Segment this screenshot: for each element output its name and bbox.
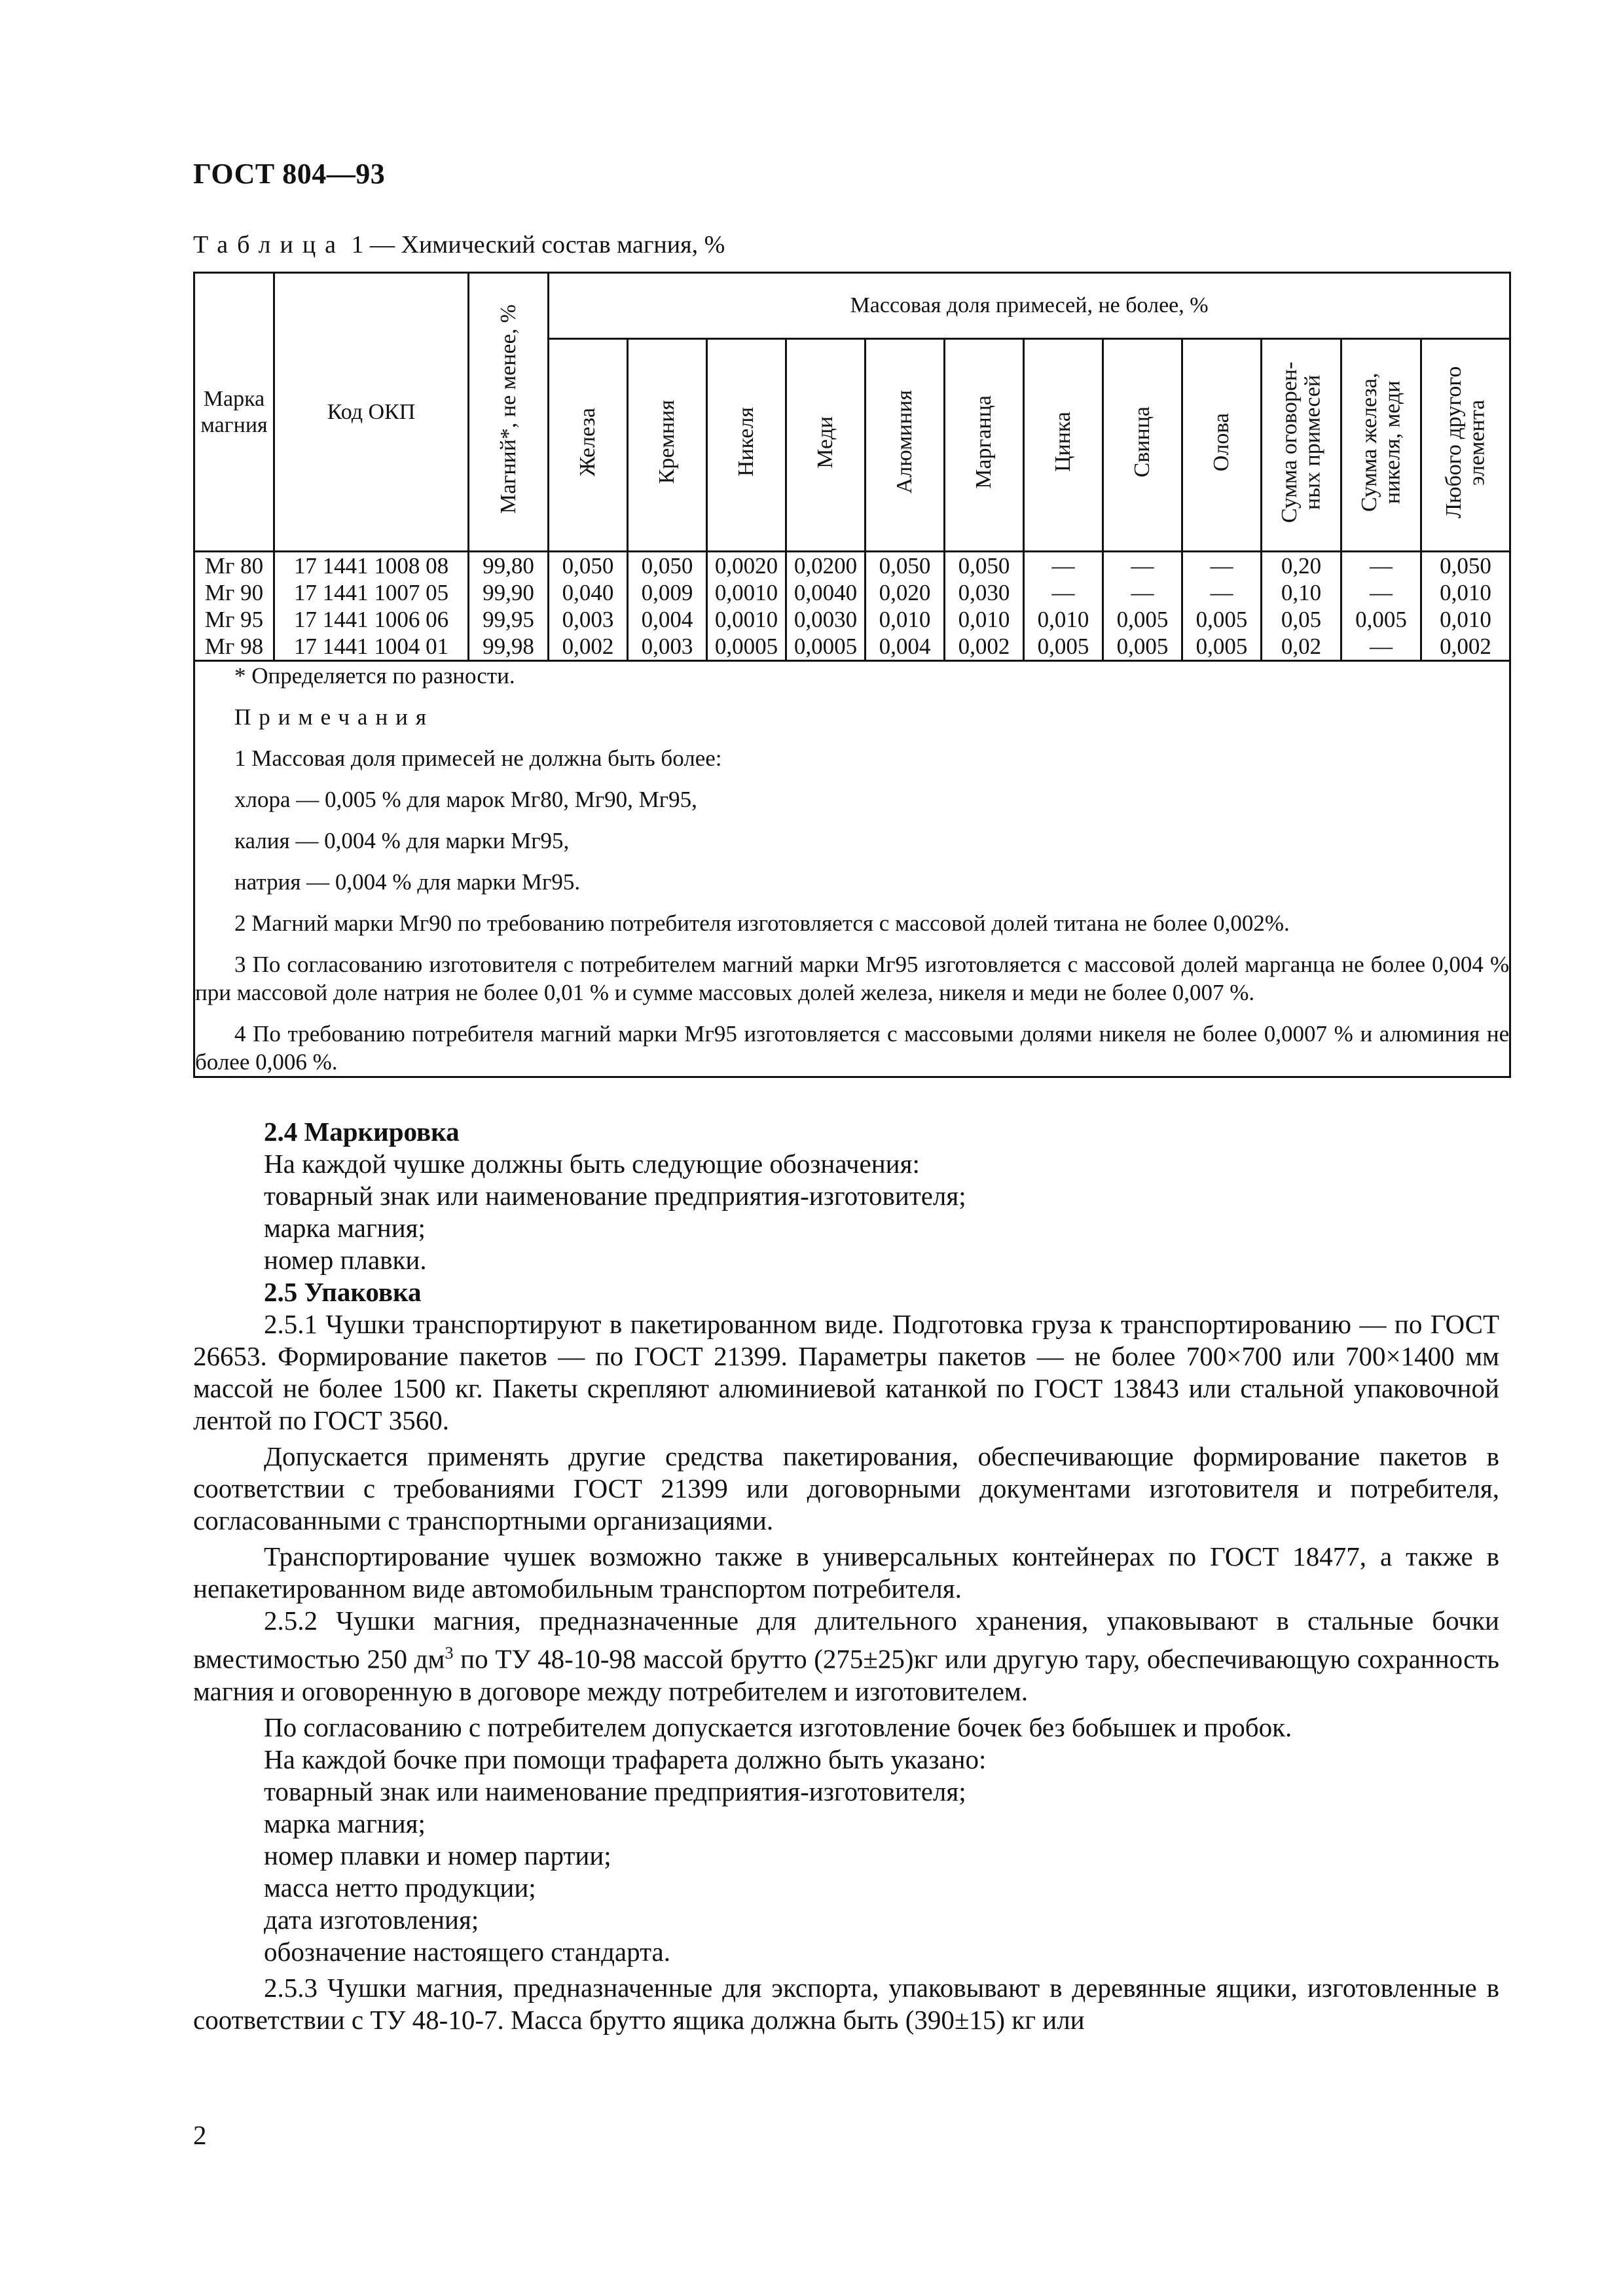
table-cell: 0,030 bbox=[958, 580, 1010, 605]
list-item: обозначение настоящего стандарта. bbox=[264, 1936, 670, 1967]
column-manganese bbox=[945, 552, 1024, 661]
note-1-sodium: натрия — 0,004 % для марки Мг95. bbox=[234, 869, 581, 895]
header-sum-specified-label: Сумма оговорен-ных примесей bbox=[1277, 361, 1325, 523]
table-cell: 0,0040 bbox=[793, 580, 858, 605]
table-cell: — bbox=[1370, 634, 1393, 659]
column-silicon bbox=[628, 552, 707, 661]
table-cell: 0,05 bbox=[1281, 607, 1322, 632]
table-header-row-1 bbox=[194, 273, 1510, 339]
table-cell: 0,0005 bbox=[793, 634, 858, 659]
table-cell: 0,020 bbox=[879, 580, 931, 605]
table-cell: 0,050 bbox=[1440, 553, 1491, 579]
table-cell: 0,02 bbox=[1281, 634, 1322, 659]
header-tin-label: Олова bbox=[1209, 412, 1234, 472]
list-item: номер плавки. bbox=[264, 1245, 427, 1275]
section-2-4-intro: На каждой чушке должны быть следующие обозначения: bbox=[264, 1149, 920, 1179]
note-1-potassium: калия — 0,004 % для марки Мг95, bbox=[234, 828, 570, 853]
paragraph-packaging-alt: Допускается применять другие средства пакетирования, обеспечивающие формирование пакетов в соответствии с требованиями ГОСТ 21399 или договорными документами изготовителя и потребителя, согласованными с транспортными организациями. bbox=[193, 1441, 1499, 1535]
table-cell: 0,004 bbox=[641, 607, 693, 632]
column-copper bbox=[786, 552, 866, 661]
header-silicon bbox=[628, 339, 707, 552]
list-item: дата изготовления; bbox=[264, 1904, 479, 1935]
paragraph-2-5-1: 2.5.1 Чушки транспортируют в пакетированном виде. Подготовка груза к транспортированию — по ГОСТ 26653. Формирование пакетов — по ГОСТ 21399. Параметры пакетов — не более 700×700 или 700×1400 мм массой не более 1500 кг. Пакеты скрепляют алюминиевой катанкой по ГОСТ 13843 или стальной упаковочной лентой по ГОСТ 3560. bbox=[193, 1309, 1499, 1435]
header-lead-label: Свинца bbox=[1130, 406, 1155, 478]
header-lead bbox=[1103, 339, 1182, 552]
header-grade: Марка магния bbox=[194, 273, 274, 552]
page-number: 2 bbox=[193, 2120, 207, 2150]
body-text bbox=[193, 1116, 1499, 2036]
composition-table bbox=[193, 272, 1511, 1078]
column-grade bbox=[194, 552, 274, 661]
paragraph-2-5-2-b: по ТУ 48-10-98 массой брутто (275±25)кг или другую тару, обеспечивающую сохранность магния и оговоренную в договоре между потребителем и изготовителем. bbox=[193, 1643, 1499, 1706]
note-3: 3 По согласованию изготовителя с потребителем магний марки Мг95 изготовляется с массовой долей марганца не более 0,004 % при массовой доле натрия не более 0,01 % и сумме массовых долей железа, никеля и меди не более 0,007 %. bbox=[195, 952, 1510, 1005]
header-sum-fe-ni-cu bbox=[1341, 339, 1421, 552]
table-cell: 0,010 bbox=[1440, 580, 1491, 605]
table-cell: 99,90 bbox=[483, 580, 534, 605]
header-okp-code: Код ОКП bbox=[274, 273, 469, 552]
header-any-other bbox=[1421, 339, 1510, 552]
table-cell: 0,002 bbox=[1440, 634, 1491, 659]
notes-heading: Примечания bbox=[234, 704, 435, 730]
header-aluminium-label: Алюминия bbox=[892, 390, 917, 494]
table-cell: 0,10 bbox=[1281, 580, 1322, 605]
table-caption-word: Таблица bbox=[193, 231, 346, 259]
column-zinc bbox=[1024, 552, 1103, 661]
table-cell: 0,003 bbox=[562, 607, 614, 632]
table-cell: 0,010 bbox=[1440, 607, 1491, 632]
table-cell: — bbox=[1370, 553, 1393, 579]
section-2-5-title: 2.5 Упаковка bbox=[264, 1277, 422, 1307]
paragraph-stencil: На каждой бочке при помощи трафарета должно быть указано: bbox=[264, 1744, 987, 1774]
list-item: номер плавки и номер партии; bbox=[264, 1840, 611, 1871]
table-cell: — bbox=[1131, 580, 1154, 605]
table-cell: 0,0005 bbox=[714, 634, 778, 659]
table-cell: 0,050 bbox=[641, 553, 693, 579]
list-item: марка магния; bbox=[264, 1213, 426, 1243]
table-cell: 0,005 bbox=[1116, 607, 1169, 632]
table-footnote: * Определяется по разности. bbox=[234, 663, 515, 689]
note-1: 1 Массовая доля примесей не должна быть более: bbox=[234, 745, 722, 771]
header-manganese bbox=[945, 339, 1024, 552]
column-iron bbox=[549, 552, 628, 661]
superscript-3: 3 bbox=[445, 1643, 454, 1662]
table-cell: 0,050 bbox=[562, 553, 614, 579]
table-cell: 0,0030 bbox=[793, 607, 858, 632]
column-sum-fe-ni-cu bbox=[1341, 552, 1421, 661]
table-cell: 0,005 bbox=[1037, 634, 1089, 659]
table-cell: 0,010 bbox=[1037, 607, 1089, 632]
header-copper-label: Меди bbox=[813, 416, 838, 469]
table-caption-text: 1 — Химический состав магния, % bbox=[351, 231, 725, 259]
table-cell: — bbox=[1051, 580, 1075, 605]
table-cell: 99,98 bbox=[483, 634, 534, 659]
table-cell: — bbox=[1051, 553, 1075, 579]
header-any-other-label: Любого другого элемента bbox=[1441, 366, 1489, 518]
header-nickel-label: Никеля bbox=[734, 407, 759, 477]
table-cell: 0,003 bbox=[641, 634, 693, 659]
table-notes-row bbox=[194, 661, 1510, 1077]
table-cell: 0,20 bbox=[1281, 553, 1322, 579]
header-iron-label: Железа bbox=[575, 408, 600, 476]
table-cell: 99,95 bbox=[483, 607, 534, 632]
note-4: 4 По требованию потребителя магний марки Мг95 изготовляется с массовыми долями никеля не более 0,0007 % и алюминия не более 0,006 %. bbox=[195, 1021, 1510, 1075]
table-cell: Мг 95 bbox=[204, 607, 264, 632]
table-cell: Мг 98 bbox=[204, 634, 264, 659]
column-magnesium bbox=[469, 552, 549, 661]
table-cell: 17 1441 1004 01 bbox=[293, 634, 449, 659]
table-cell: 0,050 bbox=[958, 553, 1010, 579]
table-cell: 0,009 bbox=[641, 580, 693, 605]
column-lead bbox=[1103, 552, 1182, 661]
document-code: ГОСТ 804—93 bbox=[193, 158, 386, 190]
table-cell: Мг 90 bbox=[204, 580, 264, 605]
table-cell: 0,0020 bbox=[714, 553, 778, 579]
header-tin bbox=[1182, 339, 1262, 552]
column-nickel bbox=[707, 552, 786, 661]
header-silicon-label: Кремния bbox=[655, 400, 680, 484]
table-cell: 0,0200 bbox=[793, 553, 858, 579]
table-cell: 0,005 bbox=[1195, 607, 1248, 632]
table-cell: 0,002 bbox=[958, 634, 1010, 659]
table-cell: 0,002 bbox=[562, 634, 614, 659]
column-okp-code bbox=[274, 552, 469, 661]
column-aluminium bbox=[866, 552, 945, 661]
table-cell: — bbox=[1210, 553, 1233, 579]
table-cell: 0,004 bbox=[879, 634, 931, 659]
list-item: масса нетто продукции; bbox=[264, 1872, 536, 1903]
table-cell: 17 1441 1008 08 bbox=[293, 553, 449, 579]
column-tin bbox=[1182, 552, 1262, 661]
table-cell: 0,005 bbox=[1355, 607, 1407, 632]
column-sum-specified bbox=[1262, 552, 1341, 661]
paragraph-2-5-3: 2.5.3 Чушки магния, предназначенные для экспорта, упаковывают в деревянные ящики, изготовленные в соответствии с ТУ 48-10-7. Масса брутто ящика должна быть (390±15) кг или bbox=[193, 1972, 1499, 2035]
list-item: марка магния; bbox=[264, 1808, 426, 1839]
note-2: 2 Магний марки Мг90 по требованию потребителя изготовляется с массовой долей титана не более 0,002%. bbox=[234, 910, 1290, 936]
table-cell: 17 1441 1006 06 bbox=[293, 607, 449, 632]
paragraph-2-5-2-a: 2.5.2 Чушки магния, предназначенные для длительного хранения, упаковывают в стальные бочки вместимостью 250 дм bbox=[193, 1605, 1499, 1674]
table-cell: 0,050 bbox=[879, 553, 931, 579]
table-cell: 0,040 bbox=[562, 580, 614, 605]
header-nickel bbox=[707, 339, 786, 552]
header-aluminium bbox=[866, 339, 945, 552]
column-any-other bbox=[1421, 552, 1510, 661]
list-item: товарный знак или наименование предприятия-изготовителя; bbox=[264, 1776, 966, 1806]
table-cell: 99,80 bbox=[483, 553, 534, 579]
table-cell: 0,0010 bbox=[714, 607, 778, 632]
table-cell: 0,005 bbox=[1116, 634, 1169, 659]
header-iron bbox=[549, 339, 628, 552]
header-manganese-label: Марганца bbox=[972, 395, 996, 489]
table-cell: 0,010 bbox=[958, 607, 1010, 632]
table-cell: 0,010 bbox=[879, 607, 931, 632]
paragraph-2-5-2 bbox=[193, 1605, 1499, 1708]
header-zinc-label: Цинка bbox=[1051, 412, 1076, 473]
header-sum-fe-ni-cu-label: Сумма железа, никеля, меди bbox=[1357, 372, 1405, 512]
paragraph-containers: Транспортирование чушек возможно также в универсальных контейнерах по ГОСТ 18477, а также в непакетированном виде автомобильным транспортом потребителя. bbox=[193, 1541, 1499, 1604]
header-magnesium bbox=[469, 273, 549, 552]
note-1-chlorine: хлора — 0,005 % для марок Мг80, Мг90, Мг95, bbox=[234, 787, 697, 812]
table-cell: 0,005 bbox=[1195, 634, 1248, 659]
section-2-4-title: 2.4 Маркировка bbox=[264, 1117, 460, 1147]
header-magnesium-label: Магний*, не менее, % bbox=[496, 304, 520, 514]
table-cell: — bbox=[1370, 580, 1393, 605]
table-notes bbox=[194, 661, 1510, 1077]
table-cell: — bbox=[1210, 580, 1233, 605]
header-zinc bbox=[1024, 339, 1103, 552]
header-copper bbox=[786, 339, 866, 552]
paragraph-barrels: По согласованию с потребителем допускается изготовление бочек без бобышек и пробок. bbox=[264, 1712, 1292, 1742]
table-caption bbox=[193, 230, 725, 259]
list-item: товарный знак или наименование предприятия-изготовителя; bbox=[264, 1181, 966, 1211]
table-data-block bbox=[194, 552, 1510, 661]
table-cell: — bbox=[1131, 553, 1154, 579]
header-sum-specified bbox=[1262, 339, 1341, 552]
table-cell: 0,0010 bbox=[714, 580, 778, 605]
table-cell: 17 1441 1007 05 bbox=[293, 580, 449, 605]
header-impurities-group: Массовая доля примесей, не более, % bbox=[549, 273, 1510, 339]
composition-table-wrap bbox=[193, 272, 1511, 1078]
table-cell: Мг 80 bbox=[204, 553, 264, 579]
